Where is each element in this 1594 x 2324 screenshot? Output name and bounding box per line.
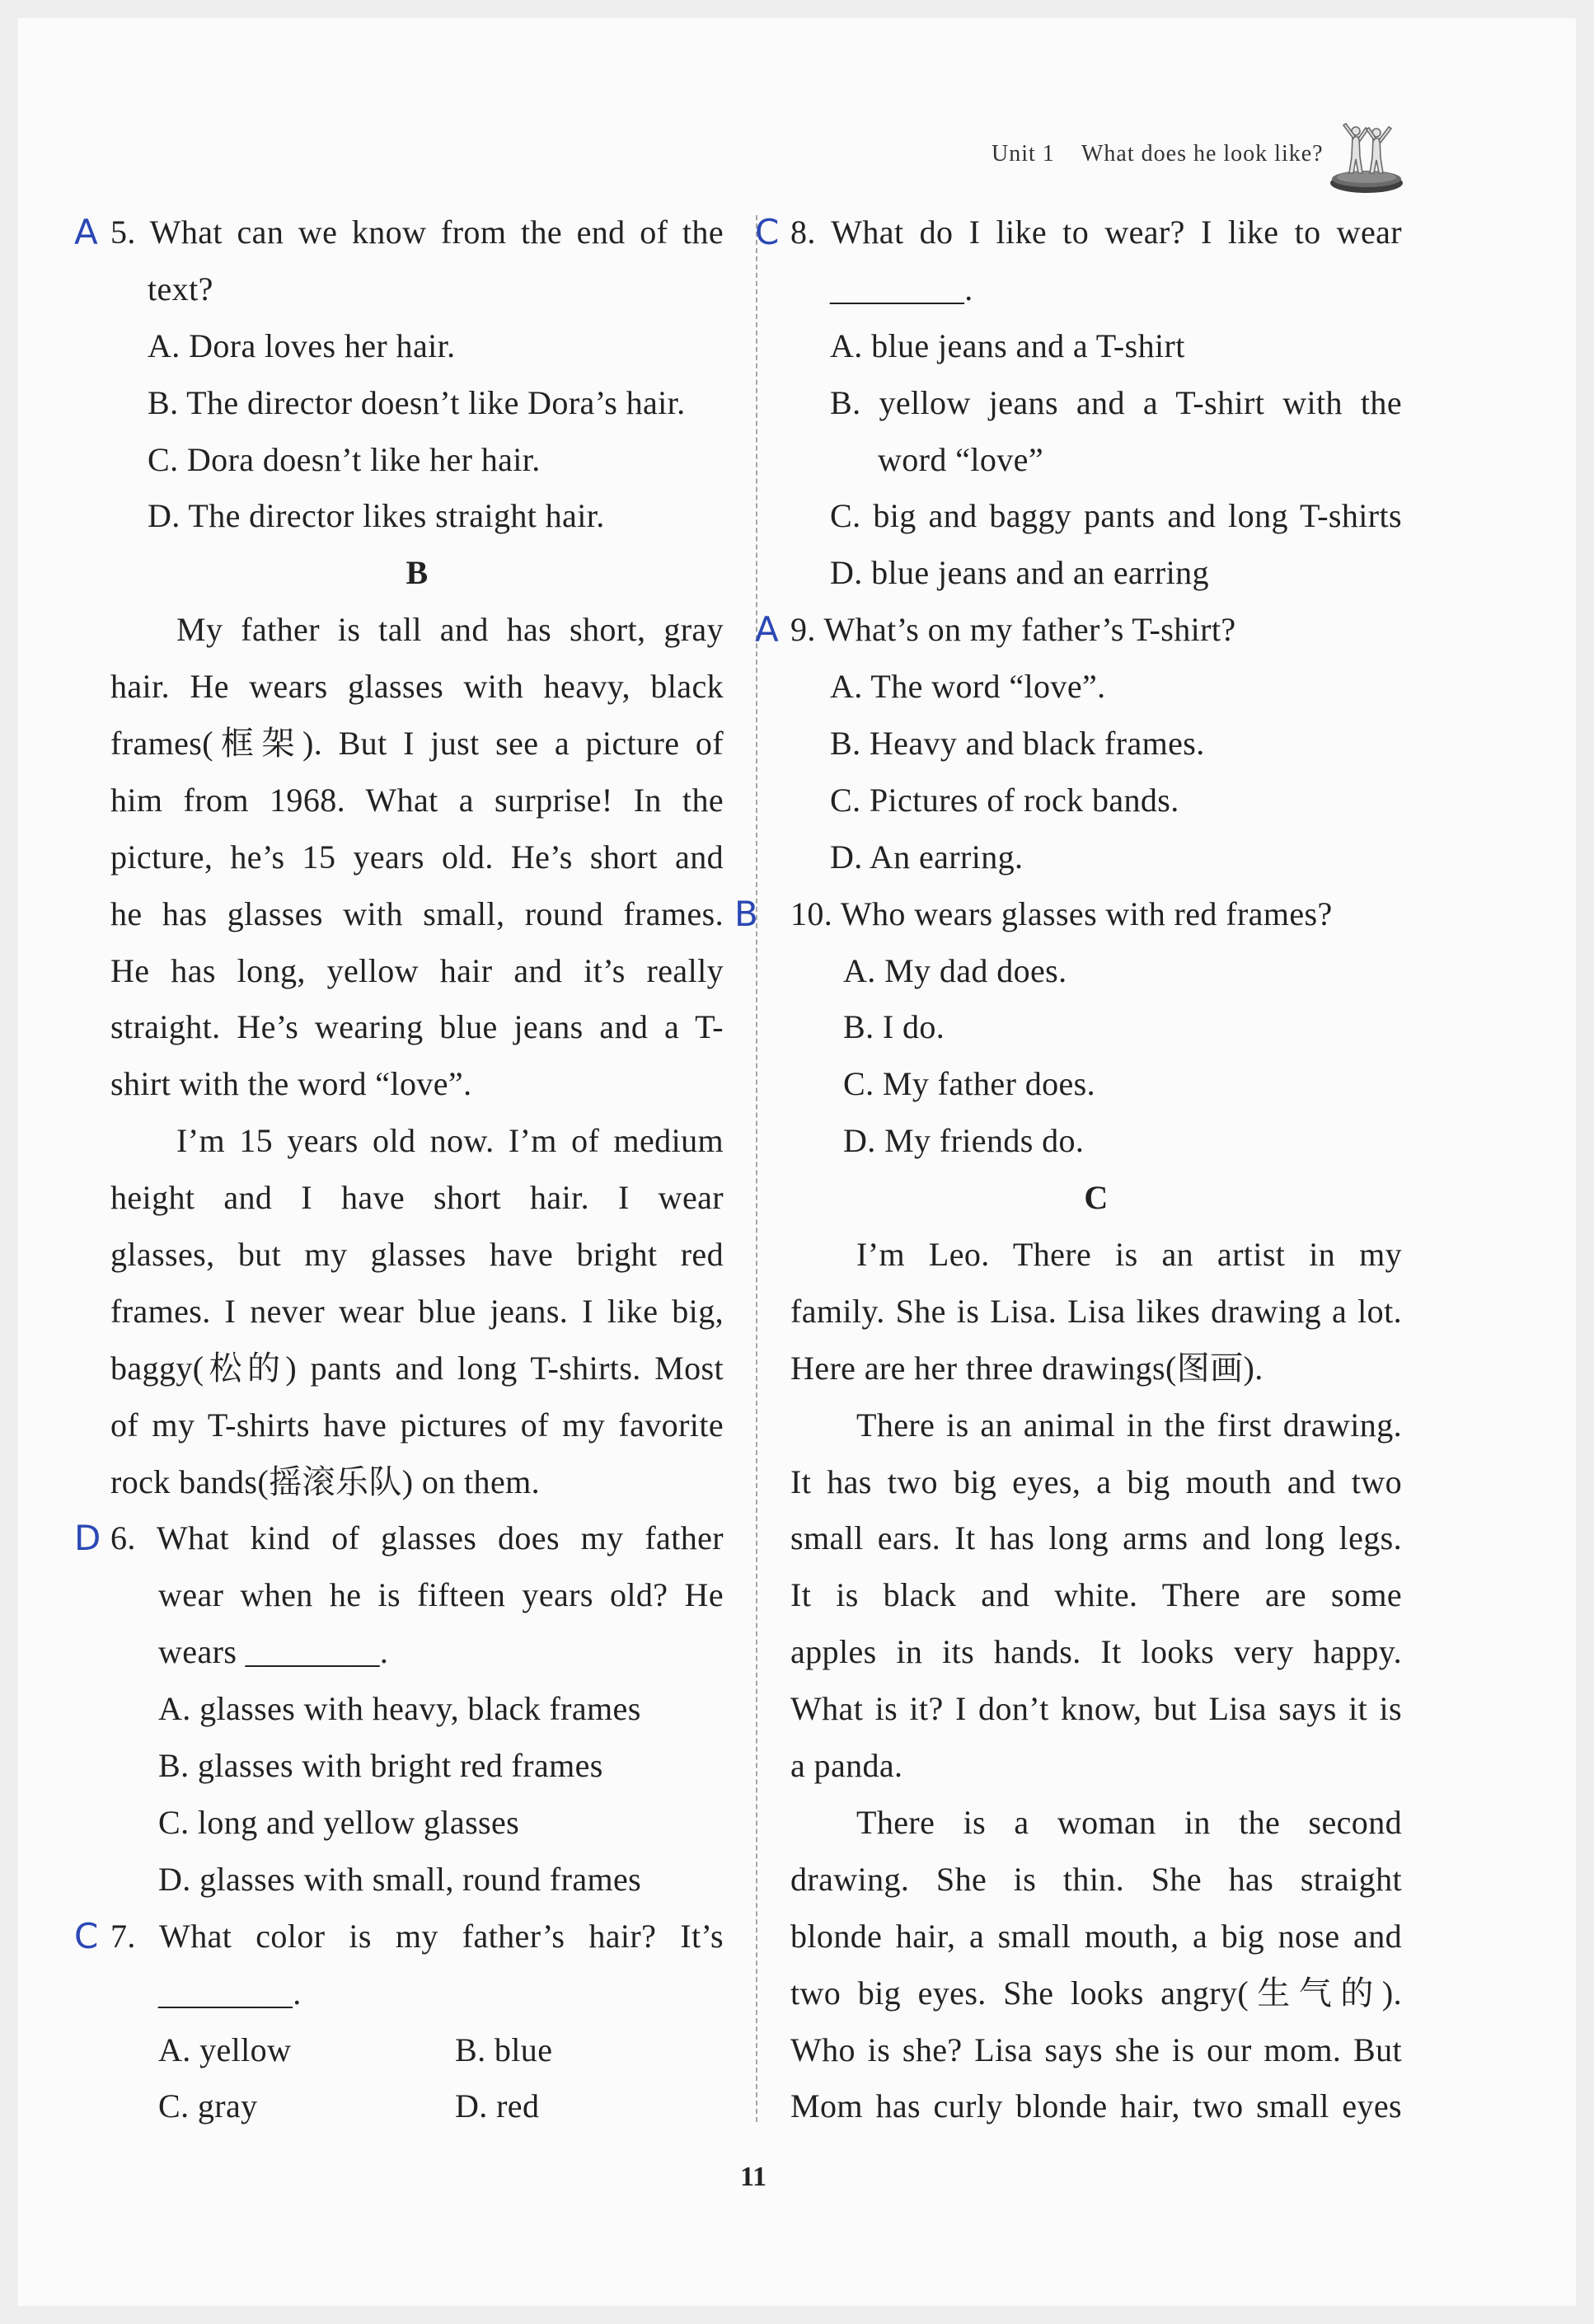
q9-option-a: A. The word “love”. (830, 668, 1106, 706)
passage-b-line: shirt with the word “love”. (110, 1065, 472, 1103)
q10-stem-line (734, 886, 1402, 943)
q8-stem-line: ________. (830, 270, 973, 308)
passage-c-line: small ears. It has long arms and long legs. (790, 1519, 1402, 1557)
q7-option-a: A. yellow (158, 2031, 292, 2068)
passage-b-line: glasses, but my glasses have bright red (110, 1236, 724, 1274)
passage-b-line: straight. He’s wearing blue jeans and a T- (110, 1008, 724, 1046)
q7-stem-line: ________. (158, 1974, 302, 2012)
q8-option-c: C. big and baggy pants and long T-shirts (830, 497, 1402, 535)
passage-b-line: height and I have short hair. I wear (110, 1179, 724, 1217)
q9-option-c: C. Pictures of rock bands. (830, 781, 1179, 819)
q5-option-c: C. Dora doesn’t like her hair. (148, 440, 541, 478)
passage-b-line: frames(框架). But I just see a picture of (110, 725, 724, 763)
passage-b-line: hair. He wears glasses with heavy, black (110, 668, 724, 706)
passage-c-line: blonde hair, a small mouth, a big nose and (790, 1917, 1402, 1955)
passage-c-line: Mom has curly blonde hair, two small eyes (790, 2087, 1402, 2125)
passage-b-line: rock bands(摇滚乐队) on them. (110, 1462, 541, 1500)
passage-c-line: It is black and white. There are some (790, 1576, 1402, 1614)
q7-option-d: D. red (455, 2087, 540, 2125)
q10-option-b: B. I do. (843, 1008, 945, 1046)
passage-b-line: frames. I never wear blue jeans. I like big, (110, 1292, 724, 1330)
passage-c-line: apples in its hands. It looks very happy. (790, 1633, 1402, 1671)
passage-c-line: two big eyes. She looks angry(生气的). (790, 1974, 1402, 2012)
q7-stem-text: 7. What color is my father’s hair? It’s (110, 1917, 724, 1955)
passage-b-line: My father is tall and has short, gray (176, 611, 724, 649)
q7-option-c: C. gray (158, 2087, 258, 2125)
q6-option-a: A. glasses with heavy, black frames (158, 1690, 641, 1728)
q7-answer-mark: C (74, 1915, 99, 1956)
passage-c-line: There is a woman in the second (856, 1803, 1402, 1841)
passage-b-line: baggy(松的) pants and long T-shirts. Most (110, 1349, 724, 1387)
q9-answer-mark: A (755, 609, 779, 650)
q6-stem-text: 6. What kind of glasses does my father (110, 1519, 724, 1557)
q7-option-b: B. blue (455, 2031, 553, 2068)
q8-stem-line (755, 204, 1402, 261)
q10-option-a: A. My dad does. (843, 951, 1067, 989)
q6-option-b: B. glasses with bright red frames (158, 1747, 603, 1785)
q5-option-a: A. Dora loves her hair. (148, 326, 456, 364)
passage-c-line: family. She is Lisa. Lisa likes drawing a lot. (790, 1292, 1402, 1330)
q8-option-b-cont: word “love” (878, 440, 1043, 478)
q8-option-b: B. yellow jeans and a T-shirt with the (830, 383, 1402, 421)
q6-option-d: D. glasses with small, round frames (158, 1860, 642, 1898)
header-title: What does he look like? (1081, 141, 1324, 167)
passage-b-line: him from 1968. What a surprise! In the (110, 781, 724, 819)
q6-stem-line: wears ________. (158, 1633, 389, 1671)
q5-stem-text: 5. What can we know from the end of the (110, 214, 724, 251)
q8-option-d: D. blue jeans and an earring (830, 554, 1209, 592)
passage-b-line: He has long, yellow hair and it’s really (110, 951, 724, 989)
q5-answer-mark: A (74, 212, 98, 252)
q6-answer-mark: D (74, 1518, 101, 1559)
q8-option-a: A. blue jeans and a T-shirt (830, 326, 1185, 364)
header-unit: Unit 1 (992, 141, 1055, 167)
left-column (74, 204, 724, 2135)
q7-options-row (110, 2022, 724, 2079)
q10-option-c: C. My father does. (843, 1065, 1096, 1103)
passage-c-line: I’m Leo. There is an artist in my (856, 1236, 1402, 1274)
passage-b-heading: B (406, 554, 429, 592)
q5-stem-line: text? (148, 270, 213, 308)
q6-stem-line (74, 1510, 724, 1567)
q6-option-c: C. long and yellow glasses (158, 1803, 520, 1841)
passage-c-line: Here are her three drawings(图画). (790, 1349, 1263, 1387)
passage-b-line: of my T-shirts have pictures of my favorite (110, 1406, 724, 1444)
q6-stem-line: wear when he is fifteen years old? He (158, 1576, 724, 1614)
passage-c-line: What is it? I don’t know, but Lisa says it is (790, 1690, 1402, 1728)
q7-stem-line (74, 1908, 724, 1965)
q10-stem-text: 10. Who wears glasses with red frames? (790, 894, 1333, 932)
q9-stem-line (755, 602, 1402, 659)
passage-c-line: There is an animal in the first drawing. (856, 1406, 1402, 1444)
q5-stem-line (74, 204, 724, 261)
q9-option-b: B. Heavy and black frames. (830, 725, 1205, 763)
column-divider (756, 215, 757, 2122)
q8-stem-text: 8. What do I like to wear? I like to wear (790, 214, 1402, 251)
passage-b-line: I’m 15 years old now. I’m of medium (176, 1122, 724, 1160)
q10-option-d: D. My friends do. (843, 1122, 1085, 1160)
passage-b-line: picture, he’s 15 years old. He’s short and (110, 838, 724, 876)
q8-answer-mark: C (755, 212, 780, 252)
q9-option-d: D. An earring. (830, 838, 1024, 876)
passage-b-line: he has glasses with small, round frames. (110, 894, 724, 932)
q7-options-row (110, 2078, 724, 2135)
passage-c-line: It has two big eyes, a big mouth and two (790, 1462, 1402, 1500)
q9-stem-text: 9. What’s on my father’s T-shirt? (790, 611, 1236, 649)
passage-c-line: a panda. (790, 1747, 903, 1785)
trophy-figures-icon (1329, 120, 1404, 195)
right-column (734, 204, 1402, 2135)
passage-c-heading: C (1084, 1179, 1109, 1217)
passage-c-line: drawing. She is thin. She has straight (790, 1860, 1402, 1898)
page-number: 11 (739, 2162, 767, 2192)
q5-option-d: D. The director likes straight hair. (148, 497, 605, 535)
q10-answer-mark: B (734, 893, 758, 934)
q5-option-b: B. The director doesn’t like Dora’s hair. (148, 383, 686, 421)
passage-c-line: Who is she? Lisa says she is our mom. But (790, 2031, 1402, 2068)
